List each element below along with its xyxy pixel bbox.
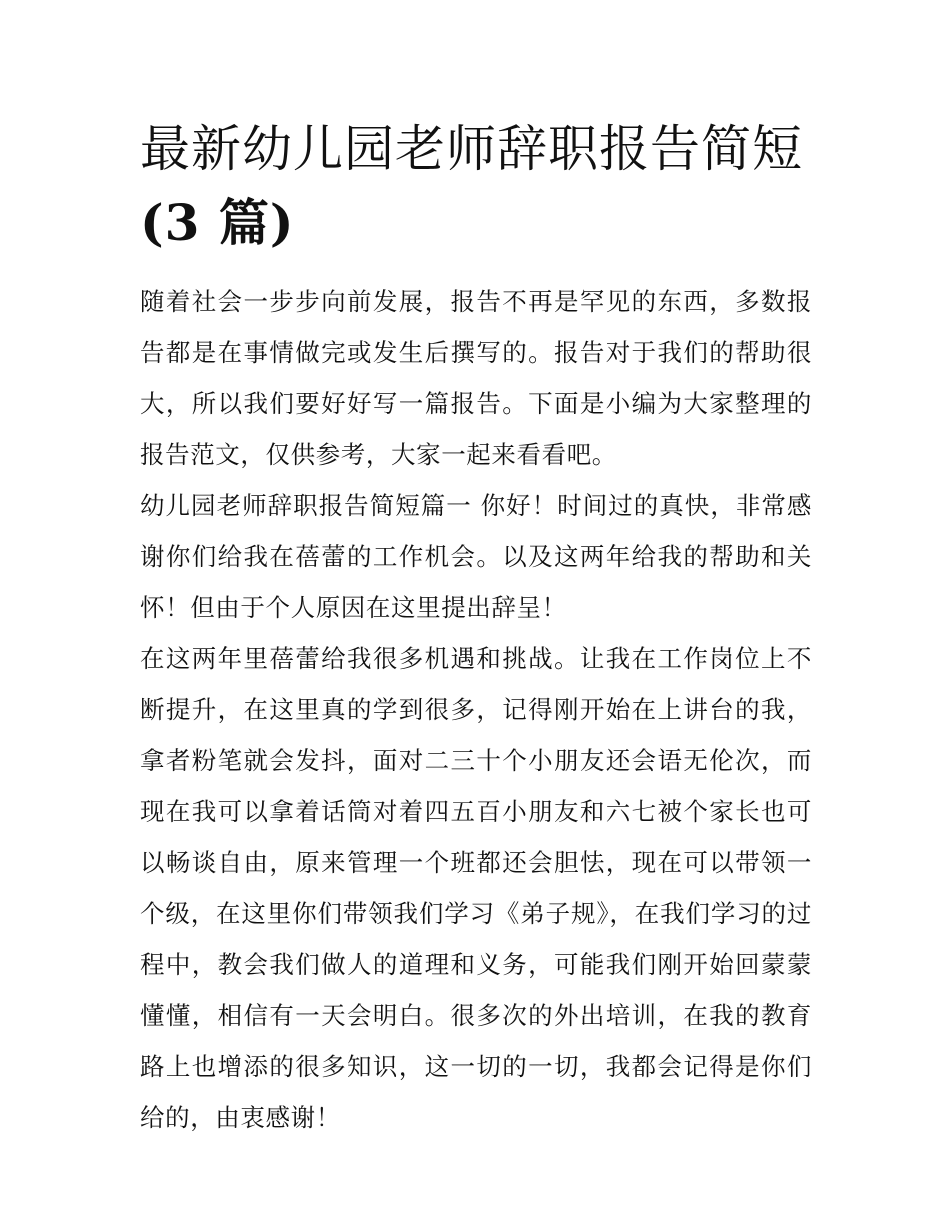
document-title <box>140 112 820 260</box>
title-count: (3 篇) <box>140 193 295 252</box>
body-paragraph: 在这两年里蓓蕾给我很多机遇和挑战。让我在工作岗位上不断提升，在这里真的学到很多，记得刚开始在上讲台的我，拿者粉笔就会发抖，面对二三十个小朋友还会语无伦次，而现在我可以拿着话筒对着四五百小朋友和六七被个家长也可以畅谈自由，原来管理一个班都还会胆怯，现在可以带领一个级，在这里你们带领我们学习《弟子规》，在我们学习的过程中，教会我们做人的道理和义务，可能我们刚开始回蒙蒙懂懂，相信有一天会明白。很多次的外出培训，在我的教育路上也增添的很多知识，这一切的一切，我都会记得是你们给的，由衷感谢！ <box>140 644 812 1132</box>
document-body <box>140 276 812 1143</box>
title-main: 最新幼儿园老师辞职报告简短 <box>140 120 803 178</box>
section-one-paragraph: 幼儿园老师辞职报告简短篇一 你好！时间过的真快，非常感谢你们给我在蓓蕾的工作机会。以及这两年给我的帮助和关怀！但由于个人原因在这里提出辞呈！ <box>140 491 812 622</box>
intro-paragraph: 随着社会一步步向前发展，报告不再是罕见的东西，多数报告都是在事情做完或发生后撰写的。报告对于我们的帮助很大，所以我们要好好写一篇报告。下面是小编为大家整理的报告范文，仅供参考，大家一起来看看吧。 <box>140 287 812 469</box>
